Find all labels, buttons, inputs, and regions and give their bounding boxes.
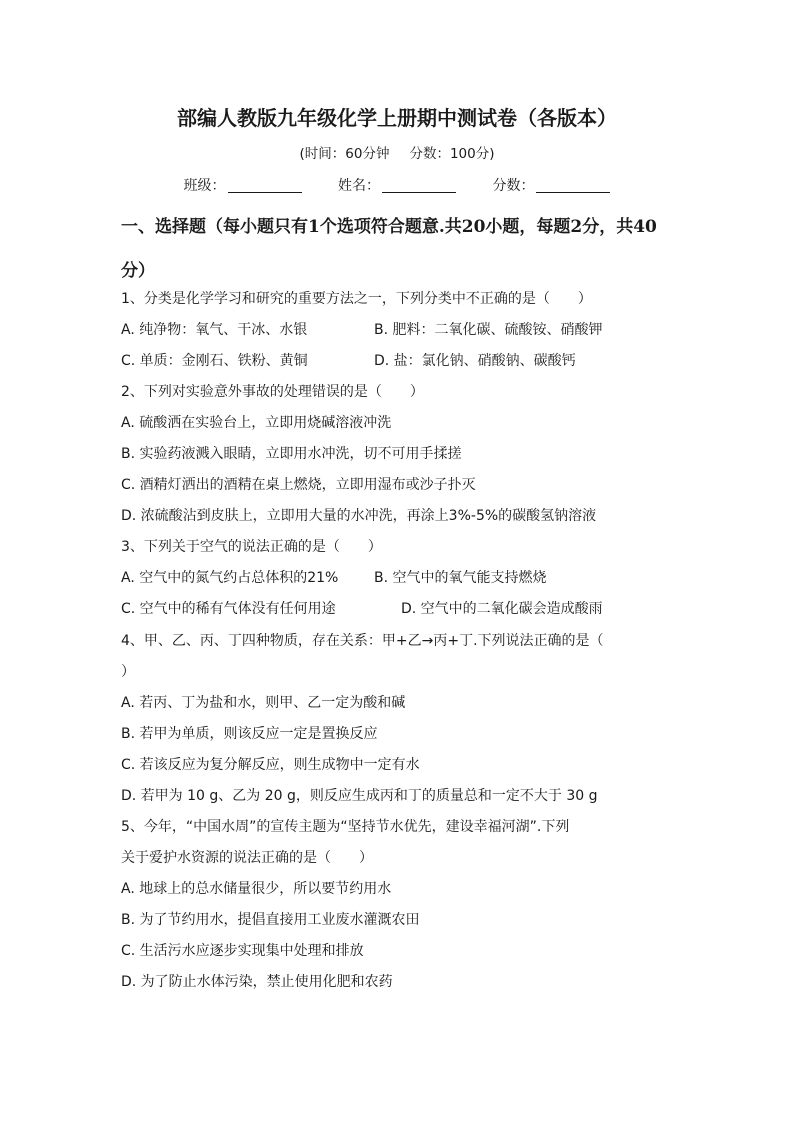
question-1-option-a: A. 纯净物：氧气、干冰、水银	[121, 322, 308, 339]
question-3-stem: 3、下列关于空气的说法正确的是（ ）	[121, 539, 382, 556]
question-5-option-c: C. 生活污水应逐步实现集中处理和排放	[121, 942, 364, 959]
question-1-options-row-1	[121, 315, 673, 346]
name-label: 姓名：	[338, 178, 380, 194]
question-4-option-b: B. 若甲为单质，则该反应一定是置换反应	[121, 725, 378, 742]
score-blank	[536, 176, 610, 193]
question-4-option-c: C. 若该反应为复分解反应，则生成物中一定有水	[121, 756, 420, 773]
class-blank	[228, 176, 302, 193]
question-5-stem-line-2: 关于爱护水资源的说法正确的是（ ）	[121, 849, 373, 866]
question-2-stem: 2、下列对实验意外事故的处理错误的是（ ）	[121, 384, 424, 401]
question-3-option-d: D. 空气中的二氧化碳会造成酸雨	[401, 601, 603, 618]
question-3-option-c: C. 空气中的稀有气体没有任何用途	[121, 601, 336, 618]
question-4-option-a: A. 若丙、丁为盐和水，则甲、乙一定为酸和碱	[121, 694, 406, 711]
question-2-option-d: D. 浓硫酸沾到皮肤上，立即用大量的水冲洗，再涂上3%-5%的碳酸氢钠溶液	[121, 508, 597, 525]
question-4-stem-line-1: 4、甲、乙、丙、丁四种物质，存在关系：甲+乙→丙+丁.下列说法正确的是（	[121, 632, 604, 649]
class-label: 班级：	[183, 178, 226, 194]
student-info-row	[0, 174, 794, 198]
question-2-option-c: C. 酒精灯洒出的酒精在桌上燃烧，立即用湿布或沙子扑灭	[121, 477, 476, 494]
exam-time: (时间：60分钟	[299, 146, 390, 162]
exam-title: 部编人教版九年级化学上册期中测试卷（各版本）	[177, 106, 617, 130]
question-list	[121, 284, 673, 998]
question-1-stem: 1、分类是化学学习和研究的重要方法之一，下列分类中不正确的是（ ）	[121, 291, 592, 307]
question-5-option-d: D. 为了防止水体污染，禁止使用化肥和农药	[121, 974, 393, 991]
question-5-option-a: A. 地球上的总水储量很少，所以要节约用水	[121, 880, 392, 897]
question-1-option-b: B. 肥料：二氧化碳、硫酸铵、硝酸钾	[374, 322, 603, 339]
score-label: 分数：	[492, 178, 535, 194]
question-1-option-d: D. 盐：氯化钠、硝酸钠、碳酸钙	[374, 353, 576, 370]
question-4-stem-line-2: ）	[121, 663, 135, 680]
section-heading: 一、选择题（每小题只有1个选项符合题意.共20小题，每题2分，共40分）	[121, 217, 657, 281]
question-3-option-a: A. 空气中的氮气约占总体积的21%	[121, 570, 339, 587]
question-3-options-row-2	[121, 594, 673, 625]
question-4-option-d: D. 若甲为 10 g、乙为 20 g，则反应生成丙和丁的质量总和一定不大于 30 g	[121, 787, 598, 804]
name-field	[338, 174, 456, 198]
question-3-options-row-1	[121, 563, 673, 594]
exam-subtitle	[0, 144, 794, 164]
score-field	[492, 174, 610, 198]
question-3-option-b: B. 空气中的氧气能支持燃烧	[374, 570, 547, 587]
exam-total-score: 分数：100分)	[409, 146, 495, 162]
question-2-option-a: A. 硫酸洒在实验台上，立即用烧碱溶液冲洗	[121, 415, 392, 432]
name-blank	[382, 176, 456, 193]
question-2-option-b: B. 实验药液溅入眼睛，立即用水冲洗，切不可用手揉搓	[121, 446, 462, 463]
question-1-option-c: C. 单质：金刚石、铁粉、黄铜	[121, 353, 308, 370]
class-field	[184, 174, 302, 198]
question-1-options-row-2	[121, 346, 673, 377]
question-5-option-b: B. 为了节约用水，提倡直接用工业废水灌溉农田	[121, 911, 420, 928]
question-5-stem-line-1: 5、今年，“中国水周”的宣传主题为“坚持节水优先，建设幸福河湖”.下列	[121, 818, 570, 835]
